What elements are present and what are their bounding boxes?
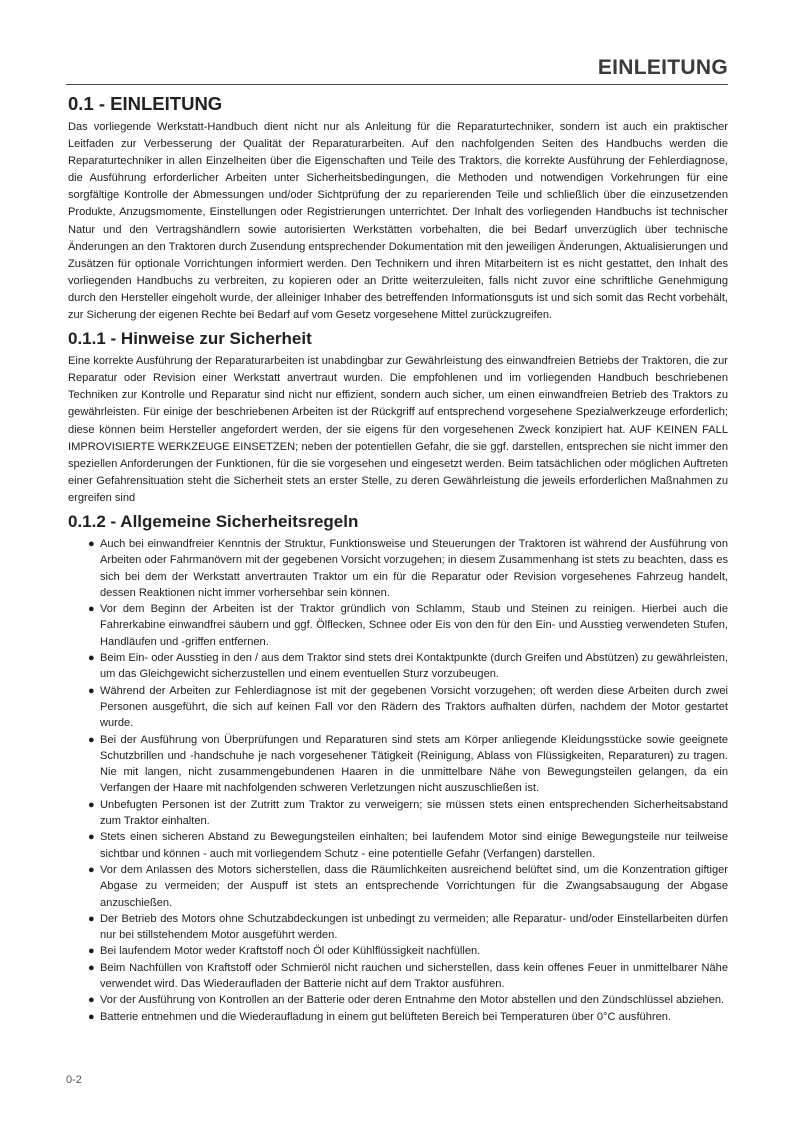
- document-body: [68, 92, 728, 1025]
- chapter-title: EINLEITUNG: [597, 56, 728, 79]
- list-item: [88, 601, 728, 650]
- list-item-text: Auch bei einwandfreier Kenntnis der Struktur, Funktionsweise und Steuerungen der Traktoren ist während der Ausführung von Arbeiten oder Fahrmanövern mit der gegebenen Vorsicht vorzugehen; in diesem Zusammenhang ist stets zu beachten, dass es sich bei dem der Werkstatt anvertrauten Traktor um ein für die Reparatur oder Revision vorgesehenes Fahrzeug handelt, dessen Reaktionen nicht immer vorhersehbar sein können.: [100, 537, 728, 599]
- list-item-text: Beim Ein- oder Ausstieg in den / aus dem Traktor sind stets drei Kontaktpunkte (durch Greifen und Abstützen) zu gewährleisten, um das Gleichgewicht sicherzustellen und einem eventuellen Sturz vorzubeugen.: [100, 652, 728, 681]
- bullet-icon: ●: [88, 994, 95, 1007]
- list-item-text: Beim Nachfüllen von Kraftstoff oder Schmieröl nicht rauchen und sicherstellen, dass kein offenes Feuer in unmittelbarer Nähe verwendet wird. Das Wiederaufladen der Batterie nicht auf dem Traktor ausführen.: [100, 961, 728, 990]
- list-item: [88, 683, 728, 732]
- list-item-text: Batterie entnehmen und die Wiederaufladung in einem gut belüfteten Bereich bei Temperaturen über 0°C ausführen.: [100, 1010, 671, 1023]
- bullet-icon: ●: [88, 684, 95, 697]
- list-item: [88, 960, 728, 993]
- list-item: [88, 732, 728, 797]
- list-item-text: Unbefugten Personen ist der Zutritt zum Traktor zu verweigern; sie müssen stets einen entsprechenden Sicherheitsabstand zum Traktor einhalten.: [100, 798, 728, 828]
- bullet-icon: ●: [88, 945, 95, 958]
- safety-paragraph: Eine korrekte Ausführung der Reparaturarbeiten ist unabdingbar zur Gewährleistung des einwandfreien Betriebs der Traktoren, die zur Reparatur oder Revision einer Werkstatt anvertraut wurden. Die empfohlenen und im vorliegenden Handbuch beschriebenen Techniken zur Kontrolle und Reparatur sind nicht nur effizient, sondern auch sicher, um einen einwandfreien Betrieb des Traktors zu gewährleisten. Für einige der beschriebenen Arbeiten ist der Rückgriff auf entsprechend vorgesehene Spezialwerkzeuge erforderlich; diese können beim Hersteller angefordert werden, der sie eigens für den vorgesehenen Zweck konzipiert hat. AUF KEINEN FALL IMPROVISIERTE WERKZEUGE EINSETZEN; neben der potentiellen Gefahr, die sie ggf. darstellen, entsprechen sie nicht immer den speziellen Anforderungen der Funktionen, für die sie vorgesehen und eingesetzt werden. Beim tatsächlichen oder möglichen Auftreten einer Gefahrensituation steht die Sicherheit stets an erster Stelle, zu deren Gewährleistung die jeweils erforderlichen Maßnahmen zu ergreifen sind: [68, 355, 728, 504]
- bullet-icon: ●: [88, 912, 95, 925]
- list-item-text: Während der Arbeiten zur Fehlerdiagnose ist mit der gegebenen Vorsicht vorzugehen; oft werden diese Arbeiten durch zwei Personen ausgeführt, die sich auf keinen Fall vor den Rädern des Traktors aufhalten dürfen, nachdem der Motor gestartet wurde.: [100, 684, 728, 730]
- bullet-icon: ●: [88, 733, 95, 746]
- bullet-icon: ●: [88, 652, 95, 665]
- list-item-text: Bei laufendem Motor weder Kraftstoff noch Öl oder Kühlflüssigkeit nachfüllen.: [100, 945, 481, 958]
- list-item: [88, 797, 728, 830]
- bullet-icon: ●: [88, 961, 95, 974]
- list-item: [88, 992, 728, 1008]
- list-item: [88, 1009, 728, 1025]
- bullet-icon: ●: [88, 603, 95, 616]
- list-item: [88, 943, 728, 959]
- bullet-icon: ●: [88, 863, 95, 876]
- bullet-icon: ●: [88, 831, 95, 844]
- list-item: [88, 536, 728, 601]
- page-header: [66, 54, 728, 85]
- list-item-text: Vor dem Beginn der Arbeiten ist der Traktor gründlich von Schlamm, Staub und Steinen zu reinigen. Hierbei auch die Fahrerkabine einwandfrei säubern und ggf. Ölflecken, Schnee oder Eis von den für den Ein- und Ausstieg verwendeten Stufen, Handläufen und -griffen entfernen.: [100, 603, 728, 648]
- bullet-icon: ●: [88, 1010, 95, 1023]
- list-item: [88, 829, 728, 862]
- list-item-text: Der Betrieb des Motors ohne Schutzabdeckungen ist unbedingt zu vermeiden; alle Reparatur- und/oder Einstellarbeiten dürfen nur bei stillstehendem Motor ausgeführt werden.: [100, 912, 728, 942]
- list-item: [88, 650, 728, 683]
- bullet-icon: ●: [88, 798, 95, 811]
- intro-paragraph: Das vorliegende Werkstatt-Handbuch dient nicht nur als Anleitung für die Reparaturtechniker, sondern ist auch ein praktischer Leitfaden zur Verbesserung der Qualität der Reparaturarbeiten. Auf den nachfolgenden Seiten des Handbuchs werden die Reparaturtechniker in allen Einzelheiten über die Eigenschaften und Teile des Traktors, die korrekte Ausführung der Fehlerdiagnose, die Ausführung erforderlicher Arbeiten unter Sicherheitsbedingungen, die Methoden und notwendigen Vorkehrungen für eine sorgfältige Kontrolle der Abmessungen und/oder Sichtprüfung der zu reparierenden Teile und schließlich über die einzusetzenden Produkte, Anzugsmomente, Einstellungen oder Registrierungen unterrichtet. Der Inhalt des vorliegenden Handbuchs ist technischer Natur und den Vertragshändlern sowie autorisierten Werkstätten vorbehalten, die bei Bedarf unverzüglich über technische Änderungen an den Traktoren durch Zusendung entsprechender Dokumentation mit den jeweiligen Änderungen, Aktualisierungen und Zusätzen für optionale Vorrichtungen informiert werden. Den Technikern und ihren Mitarbeitern ist es nicht gestattet, den Inhalt des vorliegenden Handbuchs zu verbreiten, zu kopieren oder an Dritte weiterzuleiten, falls nicht zuvor eine schriftliche Genehmigung durch den Hersteller eingeholt wurde, der alleiniger Inhaber des betreffenden Informationsguts ist und sich somit das Recht vorbehält, zur Sicherung der eigenen Rechte bei Bedarf auf vom Gesetz vorgesehene Mittel zurückzugreifen.: [68, 121, 728, 322]
- list-item: [88, 862, 728, 911]
- list-item-text: Vor der Ausführung von Kontrollen an der Batterie oder deren Entnahme den Motor abstellen und den Zündschlüssel abziehen.: [100, 994, 725, 1007]
- safety-rules-list: [68, 536, 728, 1025]
- section-title-safety-notes: 0.1.1 - Hinweise zur Sicherheit: [68, 329, 312, 349]
- list-item-text: Stets einen sicheren Abstand zu Bewegungsteilen einhalten; bei laufendem Motor sind einige Bewegungsteile nur teilweise sichtbar und können - auch mit vorliegendem Schutz - eine potentielle Gefahr (Verfangen) darstellen.: [100, 831, 728, 860]
- list-item: [88, 911, 728, 944]
- page-number: 0-2: [66, 1074, 82, 1086]
- bullet-icon: ●: [88, 537, 95, 550]
- list-item-text: Vor dem Anlassen des Motors sicherstellen, dass die Räumlichkeiten ausreichend belüftet sind, um die Konzentration giftiger Abgase zu vermeiden; der Auspuff ist stets an entsprechende Vorrichtungen für die Zwangsabsaugung der Abgase anzuschießen.: [100, 863, 728, 909]
- list-item-text: Bei der Ausführung von Überprüfungen und Reparaturen sind stets am Körper anliegende Kleidungsstücke sowie geeignete Schutzbrillen und -handschuhe je nach vorgesehener Tätigkeit (Reinigung, Ablass von Flüssigkeiten, Reparaturen) zu tragen. Nie mit langen, nicht zusammengebundenen Haaren in die unmittelbare Nähe von Bewegungsteilen gelangen, da ein Verfangen der Haare mit nachfolgenden schweren Verletzungen nicht auszuschließen ist.: [100, 733, 728, 795]
- section-title-introduction: 0.1 - EINLEITUNG: [68, 93, 223, 114]
- section-title-general-safety-rules: 0.1.2 - Allgemeine Sicherheitsregeln: [68, 511, 359, 531]
